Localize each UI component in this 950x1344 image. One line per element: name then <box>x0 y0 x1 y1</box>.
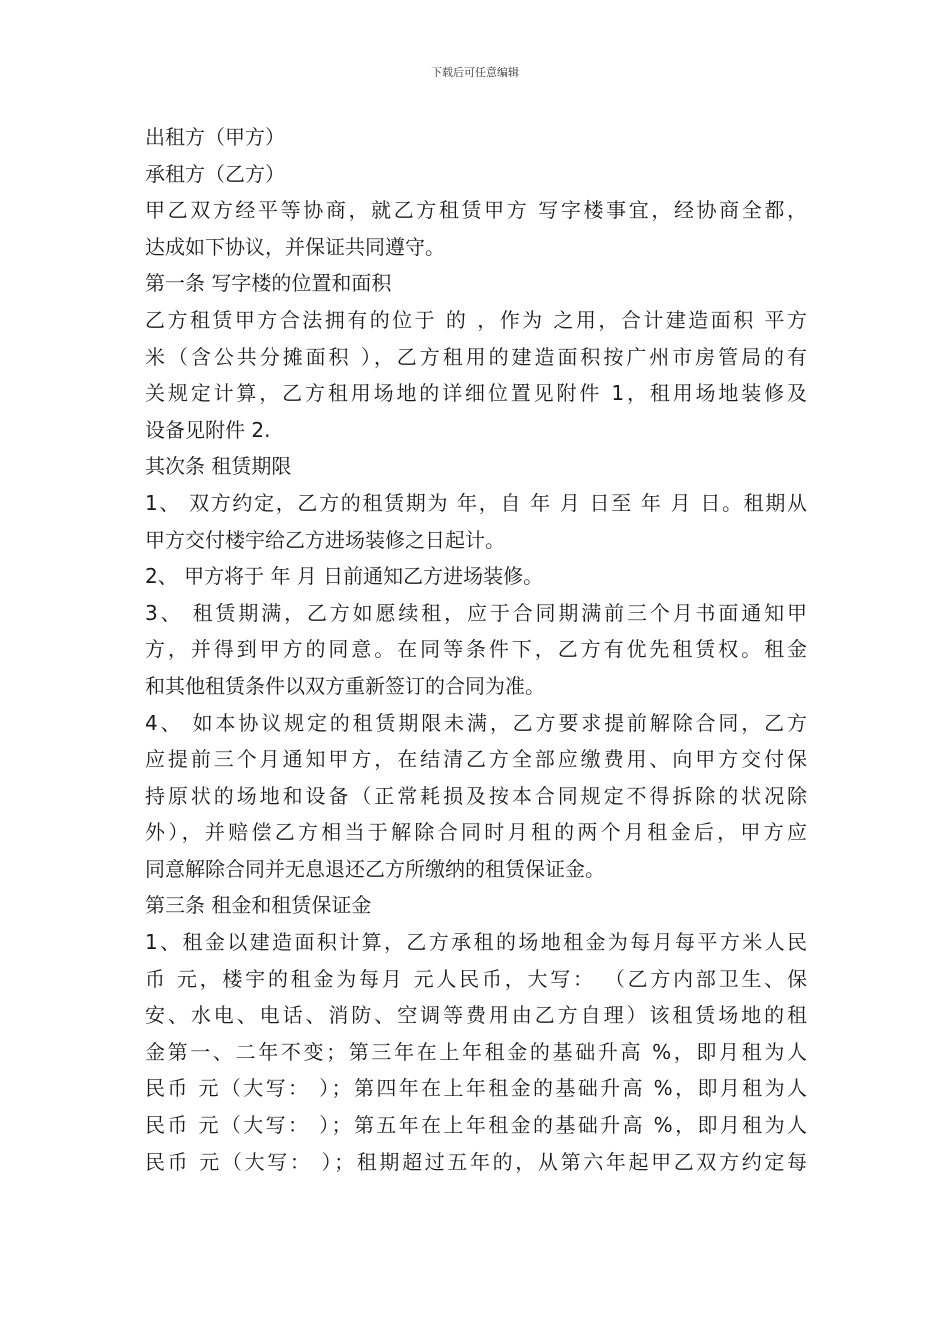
document-line: 4、 如本协议规定的租赁期限未满，乙方要求提前解除合同，乙方 <box>145 710 807 735</box>
document-line: 外），并赔偿乙方相当于解除合同时月租的两个月租金后，甲方应 <box>145 820 807 845</box>
document-line: 持原状的场地和设备（正常耗损及按本合同规定不得拆除的状况除 <box>145 783 807 808</box>
document-line: 关规定计算，乙方租用场地的详细位置见附件 1，租用场地装修及 <box>145 381 807 406</box>
document-line: 乙方租赁甲方合法拥有的位于 的 ，作为 之用，合计建造面积 平方 <box>145 307 807 332</box>
document-line: 甲乙双方经平等协商，就乙方租赁甲方 写字楼事宜，经协商全都， <box>145 198 807 223</box>
document-line: 应提前三个月通知甲方，在结清乙方全部应缴费用、向甲方交付保 <box>145 747 807 772</box>
document-line: 甲方交付楼宇给乙方进场装修之日起计。 <box>145 527 505 552</box>
document-body <box>145 119 807 1180</box>
document-line: 币 元，楼宇的租金为每月 元人民币，大写： （乙方内部卫生、保 <box>145 966 807 991</box>
document-line: 民币 元（大写： ）；第四年在上年租金的基础升高 %，即月租为人 <box>145 1076 807 1101</box>
document-line: 民币 元（大写： ）；第五年在上年租金的基础升高 %，即月租为人 <box>145 1113 807 1138</box>
document-line: 1、租金以建造面积计算，乙方承租的场地租金为每月每平方米人民 <box>145 930 807 955</box>
document-line: 同意解除合同并无息退还乙方所缴纳的租赁保证金。 <box>145 856 605 881</box>
document-line: 达成如下协议，并保证共同遵守。 <box>145 234 445 259</box>
document-line: 第一条 写字楼的位置和面积 <box>145 271 392 296</box>
document-line: 1、 双方约定，乙方的租赁期为 年，自 年 月 日至 年 月 日。租期从 <box>145 490 807 515</box>
document-line: 和其他租赁条件以双方重新签订的合同为准。 <box>145 673 545 698</box>
document-line: 金第一、二年不变；第三年在上年租金的基础升高 %，即月租为人 <box>145 1039 807 1064</box>
document-line: 方，并得到甲方的同意。在同等条件下，乙方有优先租赁权。租金 <box>145 637 807 662</box>
document-line: 第三条 租金和租赁保证金 <box>145 893 372 918</box>
document-line: 承租方（乙方） <box>145 161 285 186</box>
document-line: 其次条 租赁期限 <box>145 454 292 479</box>
document-line: 3、 租赁期满，乙方如愿续租，应于合同期满前三个月书面通知甲 <box>145 600 807 625</box>
document-line: 民币 元（大写： ）；租期超过五年的，从第六年起甲乙双方约定每 <box>145 1149 807 1174</box>
document-line: 米（含公共分摊面积 ），乙方租用的建造面积按广州市房管局的有 <box>145 344 807 369</box>
page-header: 下载后可任意编辑 <box>431 66 519 79</box>
document-line: 设备见附件 2. <box>145 417 271 442</box>
document-line: 出租方（甲方） <box>145 125 285 149</box>
document-line: 2、 甲方将于 年 月 日前通知乙方进场装修。 <box>145 564 544 589</box>
document-line: 安、水电、电话、消防、空调等费用由乙方自理）该租赁场地的租 <box>145 1003 807 1028</box>
